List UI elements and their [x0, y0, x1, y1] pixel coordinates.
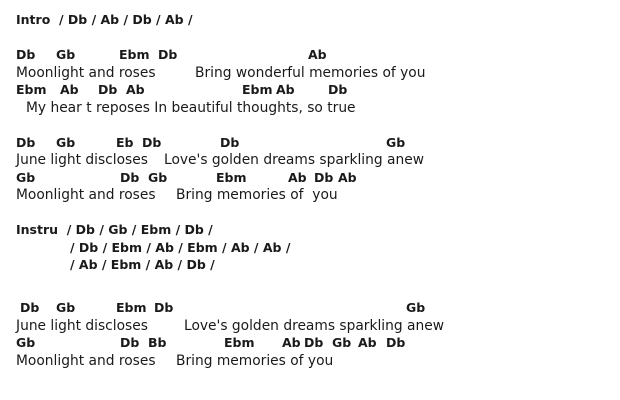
chord-text: Db	[142, 134, 162, 150]
chord-text: Gb	[56, 134, 76, 150]
lyric-line	[16, 351, 616, 369]
chord-line	[16, 45, 616, 63]
chord-text: Db	[328, 82, 348, 97]
chord-text: Ab	[288, 169, 307, 185]
chord-text: Gb	[16, 335, 36, 350]
chord-text: Ab	[358, 335, 377, 350]
chord-text: Ab	[126, 82, 145, 97]
chord-text: Gb	[148, 169, 168, 185]
lyric-line	[16, 150, 616, 168]
chord-text: Db	[220, 134, 240, 150]
lyric-text: Love's golden dreams sparkling anew	[164, 152, 424, 168]
chord-line	[16, 220, 616, 238]
chord-text: Instru / Db / Gb / Ebm / Db /	[16, 222, 213, 237]
chord-text: Db	[314, 169, 334, 185]
chord-line	[16, 168, 616, 186]
chord-text: Db	[304, 335, 324, 350]
chord-text: Db	[16, 47, 36, 62]
chord-text: Bb	[148, 335, 167, 350]
chord-text: Db	[98, 82, 118, 97]
chord-text: Db	[154, 300, 174, 315]
chord-text: Ab	[308, 47, 327, 62]
chord-text: Eb	[116, 134, 134, 150]
chord-text: Db	[158, 47, 178, 62]
chord-text: Ebm	[216, 169, 247, 185]
blank-line	[16, 203, 616, 221]
chord-text: Ebm	[242, 82, 273, 97]
chord-text: Gb	[332, 335, 352, 350]
chord-text: Gb	[56, 300, 76, 315]
chord-line	[16, 298, 616, 316]
chord-line	[16, 255, 616, 273]
lyric-text: June light discloses	[16, 317, 148, 334]
chord-text: Ebm	[16, 82, 47, 97]
chord-text: / Db / Ebm / Ab / Ebm / Ab / Ab /	[70, 239, 291, 255]
blank-line	[16, 290, 616, 298]
chord-text: Ab	[60, 82, 79, 97]
chord-text: Ebm	[224, 335, 255, 350]
lyric-text: Bring wonderful memories of you	[195, 64, 426, 81]
lyric-line	[16, 63, 616, 81]
lyric-text: Love's golden dreams sparkling anew	[184, 317, 444, 334]
chord-text: / Ab / Ebm / Ab / Db /	[70, 257, 215, 272]
chord-line	[16, 333, 616, 351]
chord-text: Gb	[406, 300, 426, 315]
chord-line	[16, 80, 616, 98]
chord-text: Gb	[386, 134, 406, 150]
lyric-text: Bring memories of you	[176, 352, 334, 369]
chord-text: Gb	[56, 47, 76, 62]
chord-text: Ab	[282, 335, 301, 350]
chord-text: Ebm	[116, 300, 147, 315]
chord-text: Ab	[338, 169, 357, 185]
chord-sheet	[16, 10, 616, 368]
lyric-line	[16, 185, 616, 203]
chord-line	[16, 10, 616, 28]
chord-text: Db	[120, 335, 140, 350]
lyric-text: June light discloses	[16, 152, 148, 168]
lyric-text: Moonlight and roses	[16, 187, 156, 203]
chord-text: Db	[120, 169, 140, 185]
lyric-text: Bring memories of you	[176, 187, 338, 203]
chord-line	[16, 238, 616, 256]
lyric-text: Moonlight and roses	[16, 352, 156, 369]
chord-text: Ebm	[119, 47, 150, 62]
chord-text: Db	[386, 335, 406, 350]
chord-text: Intro / Db / Ab / Db / Ab /	[16, 12, 193, 27]
blank-line	[16, 28, 616, 46]
chord-text: Db	[20, 300, 40, 315]
lyric-text: My hear t reposes In beautiful thoughts, so true	[26, 99, 356, 116]
chord-text: Db	[16, 134, 36, 150]
lyric-line	[16, 98, 616, 116]
lyric-line	[16, 316, 616, 334]
blank-line	[16, 273, 616, 291]
chord-text: Gb	[16, 169, 36, 185]
lyric-text: Moonlight and roses	[16, 64, 156, 81]
chord-text: Ab	[276, 82, 295, 97]
blank-line	[16, 115, 616, 133]
chord-line	[16, 133, 616, 151]
